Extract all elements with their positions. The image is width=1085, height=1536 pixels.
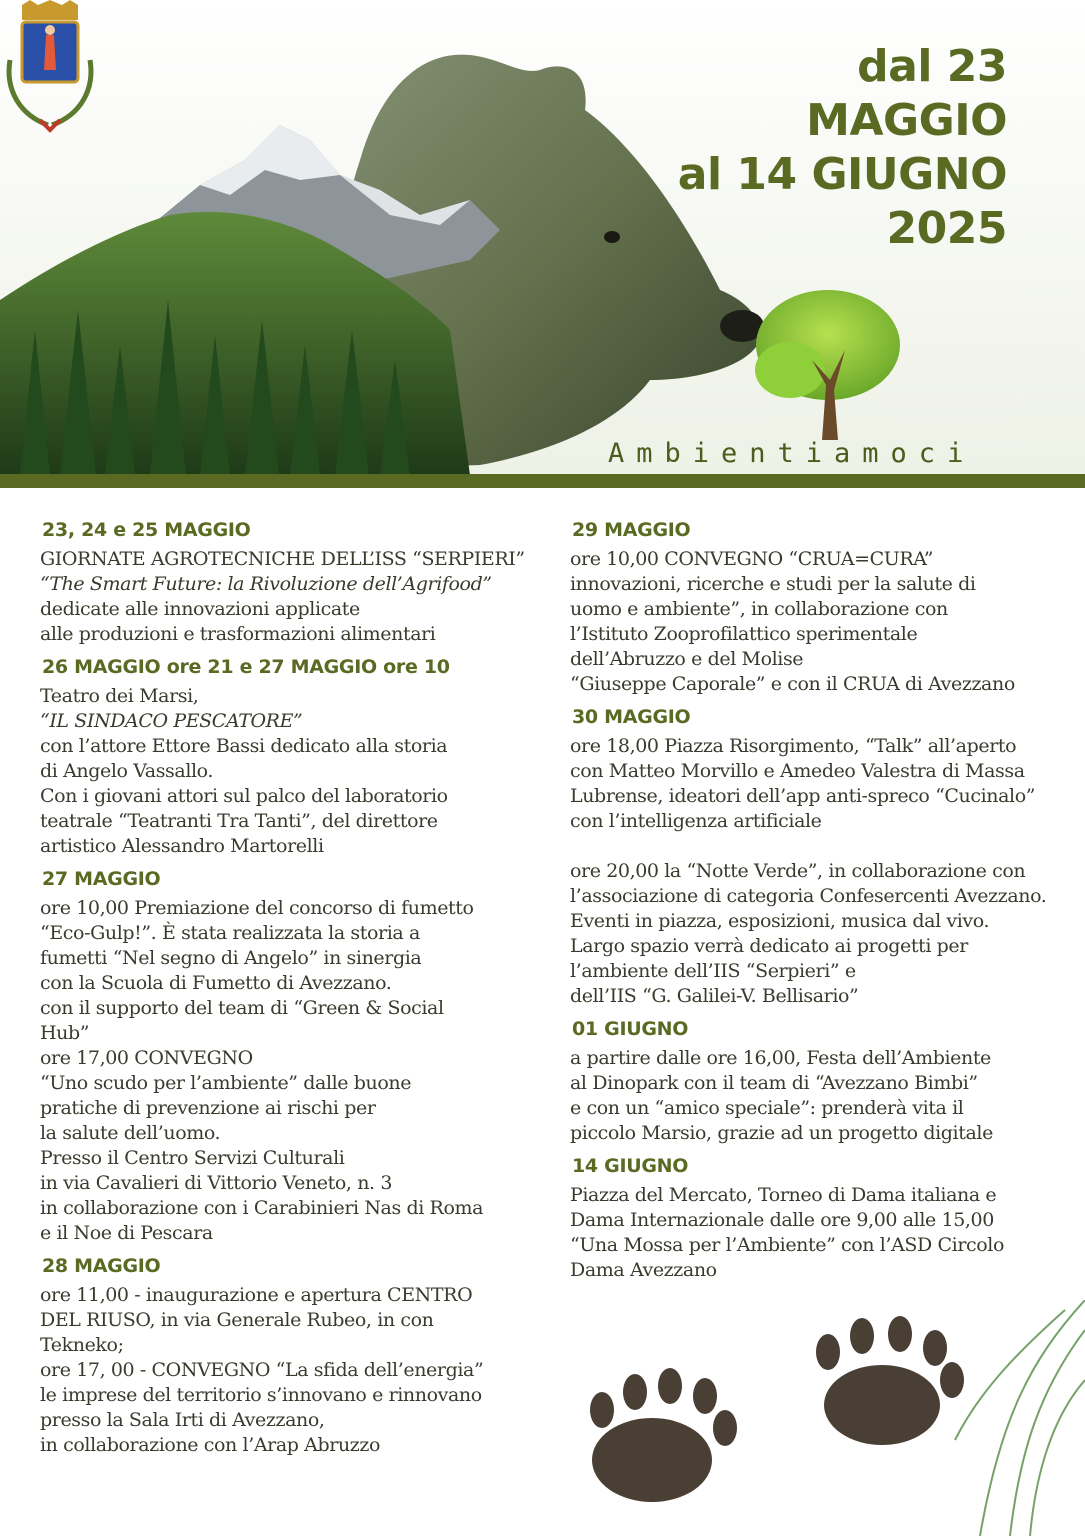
event-line: ore 20,00 la “Notte Verde”, in collaborazione con bbox=[570, 860, 1026, 882]
event-line: Piazza del Mercato, Torneo di Dama italiana e bbox=[570, 1184, 997, 1206]
event-line: “IL SINDACO PESCATORE” bbox=[40, 710, 303, 732]
event-line: la salute dell’uomo. bbox=[40, 1122, 221, 1144]
event-line: in collaborazione con l’Arap Abruzzo bbox=[40, 1434, 381, 1456]
event-line: “The Smart Future: la Rivoluzione dell’Agrifood” bbox=[40, 573, 492, 595]
event-line: con Matteo Morvillo e Amedeo Valestra di Massa bbox=[570, 760, 1025, 782]
event-line: pratiche di prevenzione ai rischi per bbox=[40, 1097, 376, 1119]
event-date-heading: 27 MAGGIO bbox=[42, 868, 161, 890]
event-line: Con i giovani attori sul palco del laboratorio bbox=[40, 785, 448, 807]
event-line: ore 10,00 Premiazione del concorso di fumetto bbox=[40, 897, 474, 919]
event-30-maggio bbox=[570, 705, 1075, 1009]
divider-bar bbox=[0, 474, 1085, 488]
event-line: GIORNATE AGROTECNICHE DELL’ISS “SERPIERI” bbox=[40, 548, 525, 570]
event-line: “Eco-Gulp!”. È stata realizzata la storia a bbox=[40, 922, 420, 944]
event-26-27-maggio bbox=[40, 655, 550, 859]
event-line: con la Scuola di Fumetto di Avezzano. bbox=[40, 972, 392, 994]
event-line: ore 18,00 Piazza Risorgimento, “Talk” all’aperto bbox=[570, 735, 1017, 757]
event-line: di Angelo Vassallo. bbox=[40, 760, 214, 782]
event-29-maggio bbox=[570, 518, 1075, 697]
event-date-heading: 28 MAGGIO bbox=[42, 1255, 161, 1277]
event-date-heading: 23, 24 e 25 MAGGIO bbox=[42, 519, 251, 541]
hero-banner bbox=[0, 0, 1085, 475]
event-line: Eventi in piazza, esposizioni, musica dal vivo. bbox=[570, 910, 990, 932]
event-line: uomo e ambiente”, in collaborazione con bbox=[570, 598, 948, 620]
event-line: fumetti “Nel segno di Angelo” in sinergia bbox=[40, 947, 422, 969]
event-line: a partire dalle ore 16,00, Festa dell’Ambiente bbox=[570, 1047, 991, 1069]
date-line-4: 2025 bbox=[886, 203, 1007, 254]
event-line: l’Istituto Zooprofilattico sperimentale bbox=[570, 623, 918, 645]
event-line: artistico Alessandro Martorelli bbox=[40, 835, 324, 857]
event-date-heading: 30 MAGGIO bbox=[572, 706, 691, 728]
event-line: presso la Sala Irti di Avezzano, bbox=[40, 1409, 325, 1431]
event-line: Tekneko; bbox=[40, 1334, 124, 1356]
event-line: ore 10,00 CONVEGNO “CRUA=CURA” bbox=[570, 548, 934, 570]
event-line: Largo spazio verrà dedicato ai progetti per bbox=[570, 935, 968, 957]
event-date-heading: 01 GIUGNO bbox=[572, 1018, 689, 1040]
event-27-maggio bbox=[40, 867, 550, 1246]
event-line: Presso il Centro Servizi Culturali bbox=[40, 1147, 345, 1169]
event-line: in via Cavalieri di Vittorio Veneto, n. 3 bbox=[40, 1172, 393, 1194]
event-line: piccolo Marsio, grazie ad un progetto digitale bbox=[570, 1122, 993, 1144]
date-line-3: al 14 GIUGNO bbox=[677, 149, 1007, 200]
event-line: e il Noe di Pescara bbox=[40, 1222, 213, 1244]
brand-title: Ambientiamoci bbox=[608, 438, 976, 469]
event-line: con l’attore Ettore Bassi dedicato alla storia bbox=[40, 735, 448, 757]
event-line: Lubrense, ideatori dell’app anti-spreco “Cucinalo” bbox=[570, 785, 1036, 807]
event-line: dell’Abruzzo e del Molise bbox=[570, 648, 804, 670]
event-line: alle produzioni e trasformazioni alimentari bbox=[40, 623, 436, 645]
event-line: “Uno scudo per l’ambiente” dalle buone bbox=[40, 1072, 412, 1094]
program-right-column bbox=[570, 518, 1075, 1291]
event-line: e con un “amico speciale”: prenderà vita il bbox=[570, 1097, 964, 1119]
municipal-coat-of-arms-icon bbox=[0, 0, 100, 140]
event-line: con il supporto del team di “Green & Social bbox=[40, 997, 444, 1019]
event-date-heading: 26 MAGGIO ore 21 e 27 MAGGIO ore 10 bbox=[42, 656, 450, 678]
event-line: le imprese del territorio s’innovano e rinnovano bbox=[40, 1384, 482, 1406]
event-date-heading: 14 GIUGNO bbox=[572, 1155, 689, 1177]
event-line: teatrale “Teatranti Tra Tanti”, del direttore bbox=[40, 810, 438, 832]
event-line: con l’intelligenza artificiale bbox=[570, 810, 822, 832]
event-line: innovazioni, ricerche e studi per la salute di bbox=[570, 573, 976, 595]
event-line: al Dinopark con il team di “Avezzano Bimbi” bbox=[570, 1072, 978, 1094]
event-line: l’associazione di categoria Confesercenti Avezzano. bbox=[570, 885, 1047, 907]
event-line: ore 17,00 CONVEGNO bbox=[40, 1047, 253, 1069]
date-line-2: MAGGIO bbox=[806, 95, 1007, 146]
event-line: in collaborazione con i Carabinieri Nas di Roma bbox=[40, 1197, 484, 1219]
event-line: l’ambiente dell’IIS “Serpieri” e bbox=[570, 960, 856, 982]
event-line: dell’IIS “G. Galilei-V. Bellisario” bbox=[570, 985, 859, 1007]
event-28-maggio bbox=[40, 1254, 550, 1458]
event-14-giugno bbox=[570, 1154, 1075, 1283]
event-line: Dama Avezzano bbox=[570, 1259, 717, 1281]
event-line: ore 11,00 - inaugurazione e apertura CENTRO bbox=[40, 1284, 473, 1306]
event-line: Hub” bbox=[40, 1022, 90, 1044]
event-line: “Una Mossa per l’Ambiente” con l’ASD Circolo bbox=[570, 1234, 1005, 1256]
bear-paw-prints-icon bbox=[560, 1300, 1085, 1536]
event-line: “Giuseppe Caporale” e con il CRUA di Avezzano bbox=[570, 673, 1015, 695]
event-line: DEL RIUSO, in via Generale Rubeo, in con bbox=[40, 1309, 434, 1331]
event-line: Dama Internazionale dalle ore 9,00 alle 15,00 bbox=[570, 1209, 994, 1231]
spacer bbox=[570, 834, 1075, 859]
event-01-giugno bbox=[570, 1017, 1075, 1146]
program-left-column bbox=[40, 518, 550, 1466]
event-line: Teatro dei Marsi, bbox=[40, 685, 199, 707]
event-dates bbox=[678, 40, 1007, 256]
event-date-heading: 29 MAGGIO bbox=[572, 519, 691, 541]
event-line: dedicate alle innovazioni applicate bbox=[40, 598, 360, 620]
date-line-1: dal 23 bbox=[857, 41, 1007, 92]
event-line: ore 17, 00 - CONVEGNO “La sfida dell’energia” bbox=[40, 1359, 484, 1381]
event-23-25-maggio bbox=[40, 518, 550, 647]
